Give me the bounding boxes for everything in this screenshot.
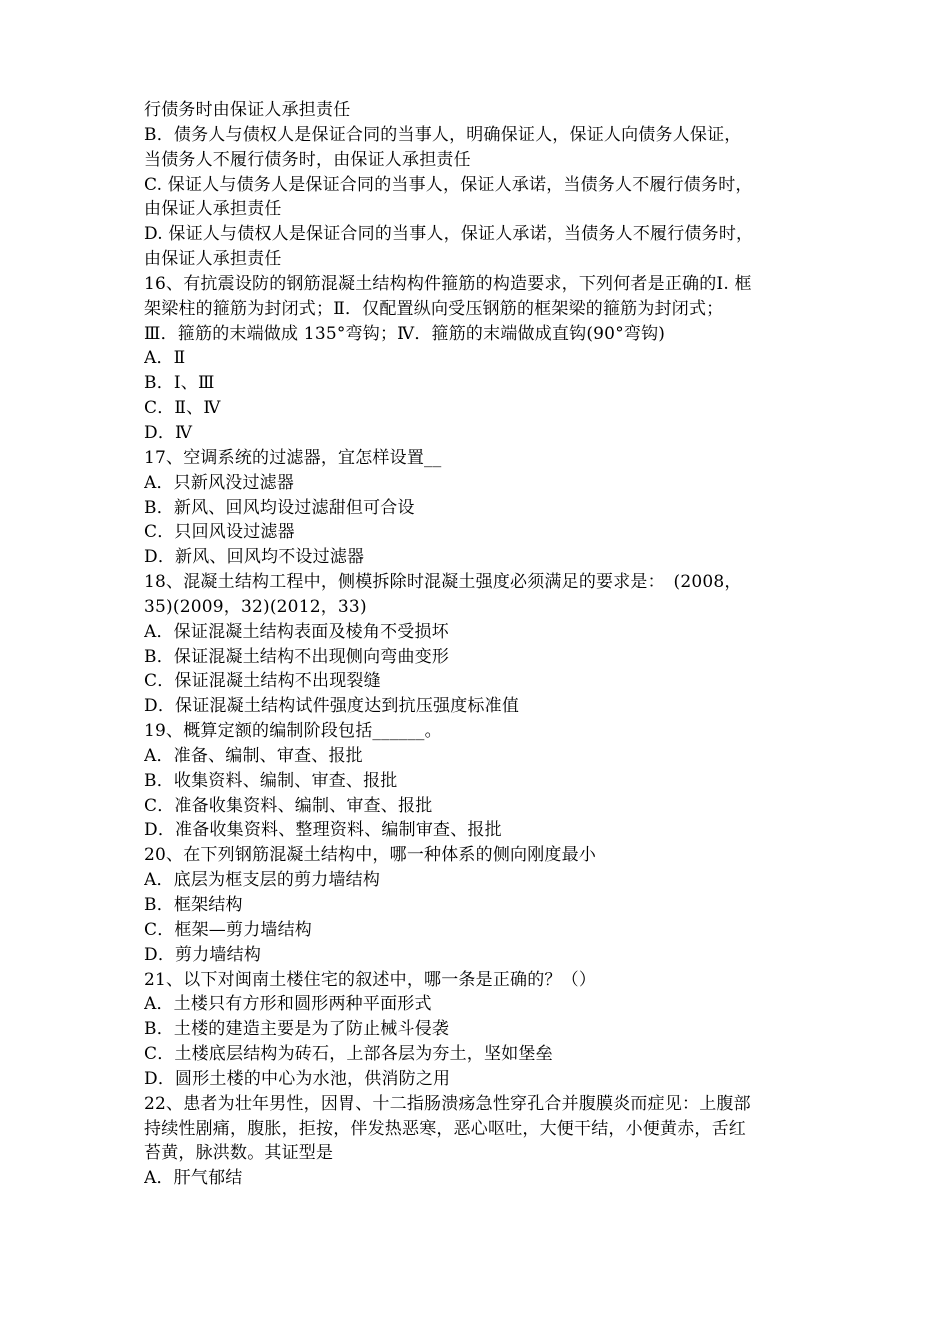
text-line: 行债务时由保证人承担责任 [144, 100, 351, 120]
question-17: 17、空调系统的过滤器，宜怎样设置__ [144, 447, 442, 468]
question-22: 22、患者为壮年男性，因胃、十二指肠溃疡急性穿孔合并腹膜炎而症见：上腹部 [144, 1093, 751, 1114]
option-a: A．只新风没过滤器 [144, 472, 295, 493]
text-line: 苔黄，脉洪数。其证型是 [144, 1143, 334, 1164]
option-b: B．Ⅰ、Ⅲ [144, 373, 215, 394]
option-d: D．Ⅳ [144, 422, 193, 443]
option-c: C．只回风设过滤器 [144, 522, 295, 543]
option-a: A．准备、编制、审查、报批 [144, 745, 363, 766]
question-19: 19、概算定额的编制阶段包括______。 [144, 721, 442, 742]
option-d: D．新风、回风均不设过滤器 [144, 547, 365, 568]
question-18: 18、混凝土结构工程中，侧模拆除时混凝土强度必须满足的要求是： (2008， [144, 572, 742, 593]
text-line: C. 保证人与债务人是保证合同的当事人，保证人承诺，当债务人不履行债务时， [144, 174, 753, 195]
option-b: B．保证混凝土结构不出现侧向弯曲变形 [144, 646, 450, 667]
option-a: A．肝气郁结 [144, 1168, 243, 1189]
option-c: C．Ⅱ、Ⅳ [144, 398, 221, 419]
option-b: B．土楼的建造主要是为了防止械斗侵袭 [144, 1019, 450, 1040]
question-21: 21、以下对闽南土楼住宅的叙述中，哪一条是正确的？（） [144, 969, 597, 990]
text-line: 由保证人承担责任 [144, 199, 282, 220]
document-page [144, 98, 824, 1191]
option-b: B．框架结构 [144, 895, 243, 915]
option-c: C．框架—剪力墙结构 [144, 919, 313, 940]
text-line: 由保证人承担责任 [144, 249, 282, 270]
option-d: D．保证混凝土结构试件强度达到抗压强度标准值 [144, 696, 520, 717]
option-d: D．圆形土楼的中心为水池，供消防之用 [144, 1068, 451, 1089]
option-c: C．土楼底层结构为砖石，上部各层为夯土，坚如堡垒 [144, 1044, 553, 1065]
text-line: D. 保证人与债权人是保证合同的当事人，保证人承诺，当债务人不履行债务时， [144, 224, 754, 245]
option-c: C．保证混凝土结构不出现裂缝 [144, 671, 381, 692]
text-line: Ⅲ．箍筋的末端做成 135°弯钩；Ⅳ．箍筋的末端做成直钩(90°弯钩) [144, 323, 666, 344]
question-16: 16、有抗震设防的钢筋混凝土结构构件箍筋的构造要求，下列何者是正确的Ⅰ. 框 [144, 273, 752, 294]
option-b: B．收集资料、编制、审查、报批 [144, 770, 398, 791]
option-d: D．准备收集资料、整理资料、编制审查、报批 [144, 820, 502, 841]
option-a: A．土楼只有方形和圆形两种平面形式 [144, 994, 432, 1015]
option-b: B．新风、回风均设过滤甜但可合设 [144, 497, 415, 518]
text-line: 当债务人不履行债务时，由保证人承担责任 [144, 149, 471, 170]
text-line: 架梁柱的箍筋为封闭式；Ⅱ．仅配置纵向受压钢筋的框架梁的箍筋为封闭式； [144, 298, 724, 319]
option-c: C．准备收集资料、编制、审查、报批 [144, 795, 433, 816]
option-d: D．剪力墙结构 [144, 944, 262, 965]
text-line: 35)(2009，32)(2012，33) [144, 596, 367, 617]
text-line: 持续性剧痛，腹胀，拒按，伴发热恶寒，恶心呕吐，大便干结，小便黄赤，舌红 [144, 1118, 746, 1139]
option-a: A．底层为框支层的剪力墙结构 [144, 870, 381, 891]
text-line: B．债务人与债权人是保证合同的当事人，明确保证人，保证人向债务人保证， [144, 124, 742, 145]
question-20: 20、在下列钢筋混凝土结构中，哪一种体系的侧向刚度最小 [144, 845, 597, 866]
option-a: A．Ⅱ [144, 348, 186, 369]
option-a: A．保证混凝土结构表面及棱角不受损坏 [144, 621, 449, 642]
